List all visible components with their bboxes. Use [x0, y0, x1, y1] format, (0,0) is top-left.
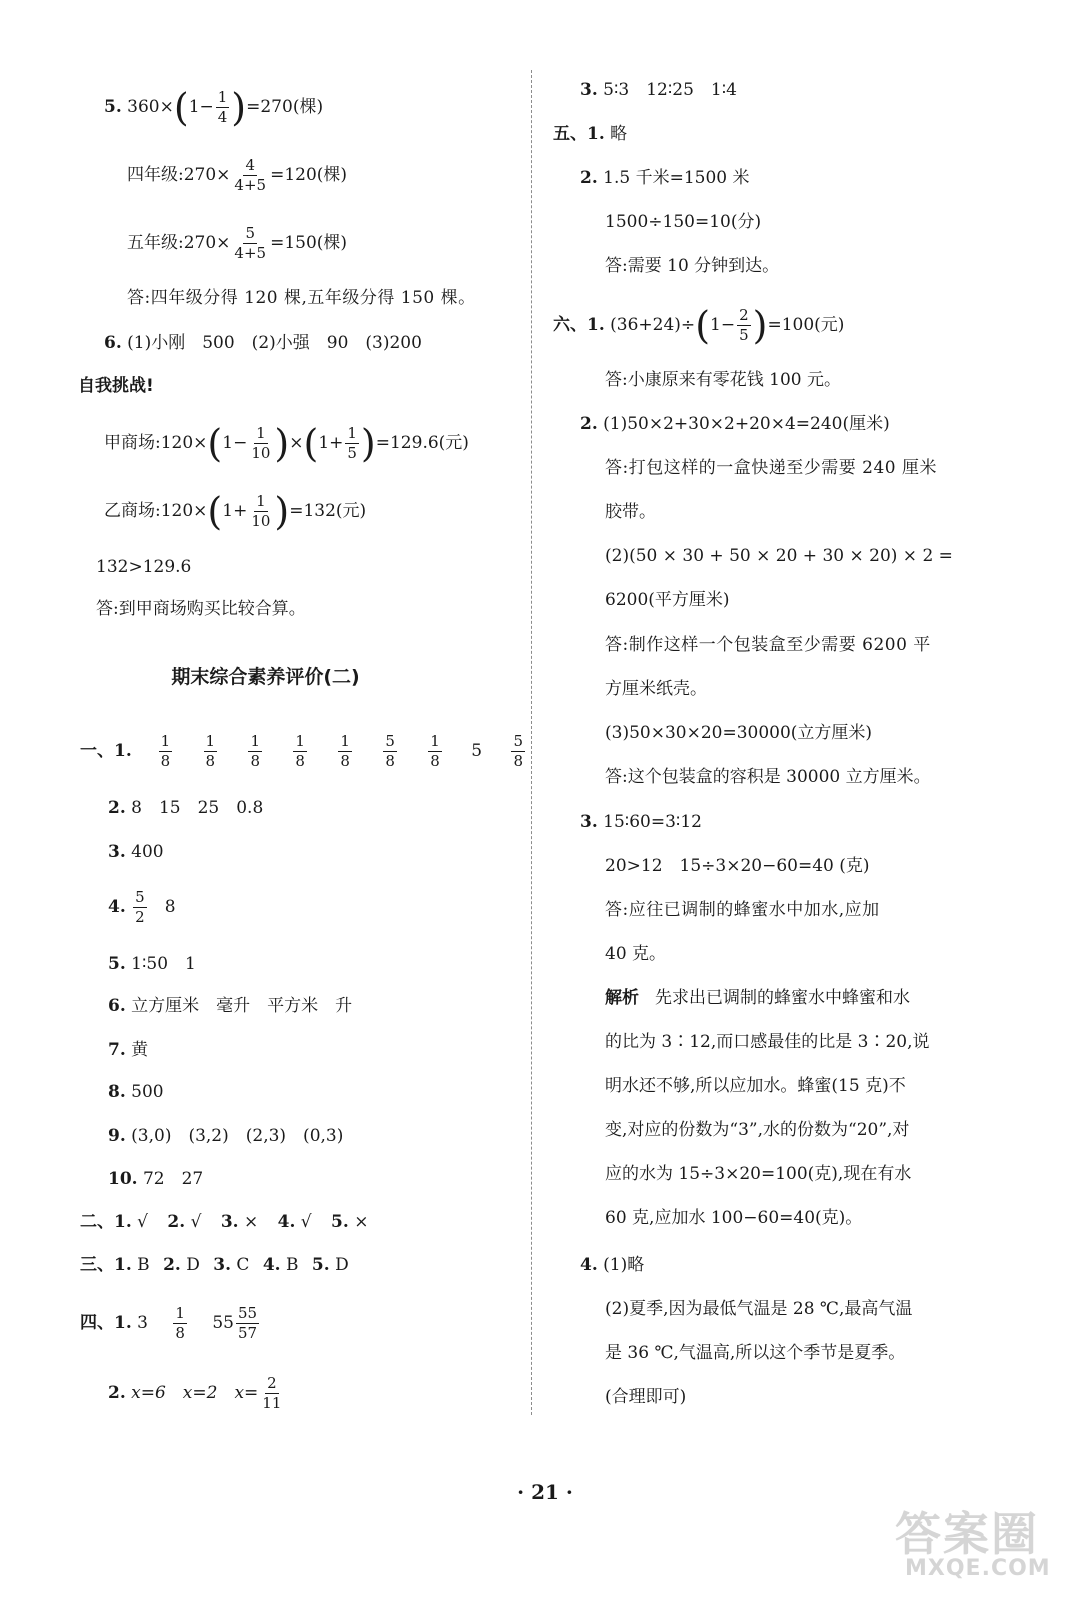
s5-l3: 答:需要 10 分钟到达。 [605, 256, 780, 276]
watermark-logo: 答案圈 MXQE.COM [895, 1507, 1051, 1581]
s4-q1-line: 四、1. 3 $\frac{1}{8}$ 55 $\frac{55}{57}$ [80, 1304, 258, 1342]
s6-ans2h: 答:这个包装盒的容积是 30000 立方厘米。 [605, 767, 931, 787]
fraction: $\frac{2}{11}$ [262, 1374, 282, 1412]
s1-q3: 3. 400 [108, 842, 164, 862]
fraction: $\frac{1}{4}$ [217, 88, 228, 126]
s6-l2g: (3)50×30×20=30000(立方厘米) [605, 723, 873, 743]
challenge-heading: 自我挑战! [78, 376, 154, 396]
fraction: $\frac{1}{10}$ [251, 492, 271, 530]
s6-l4c: 是 36 ℃,气温高,所以这个季节是夏季。 [605, 1343, 906, 1363]
fraction: $\frac{1}{8}$ [430, 732, 440, 770]
s4-q2-line: 2. x=6 x=2 x= $\frac{2}{11}$ [108, 1374, 282, 1412]
s6-ans3b: 40 克。 [605, 944, 667, 964]
fraction: $\frac{5}{8}$ [385, 732, 395, 770]
fraction: $\frac{1}{8}$ [175, 1304, 185, 1342]
fraction: $\frac{1}{5}$ [347, 424, 357, 462]
analysis-line-1: 解析 先求出已调制的蜂蜜水中蜂蜜和水 [605, 988, 910, 1008]
left-grade4-line: 四年级:270× $\frac{4}{4+5}$ =120(棵) [127, 156, 348, 194]
s6-q3: 3. 15∶60=3∶12 [580, 812, 702, 832]
s1-q2: 2. 8 15 25 0.8 [108, 798, 264, 818]
s6-q1: 六、1. (36+24)÷(1− $\frac{2}{5}$ )=100(元) [553, 303, 845, 348]
left-q5-line: 5. 360×(1− $\frac{1}{4}$ )=270(棵) [104, 85, 324, 130]
s6-ans2b: 胶带。 [605, 502, 656, 522]
analysis-label: 解析 [605, 988, 639, 1008]
left-jia-line: 甲商场:120×(1− $\frac{1}{10}$ )×(1+ $\frac{1}{5}$ )=129.6(元) [104, 421, 469, 466]
s6-q4: 4. (1)略 [580, 1255, 645, 1275]
left-answer-challenge: 答:到甲商场购买比较合算。 [96, 599, 306, 619]
s1-q8: 8. 500 [108, 1082, 164, 1102]
fraction: $\frac{1}{8}$ [205, 732, 216, 770]
fraction: $\frac{55}{57}$ [237, 1304, 258, 1342]
s3-line: 三、1. B 2. D 3. C 4. B 5. D [80, 1255, 349, 1275]
s1-q7: 7. 黄 [108, 1040, 149, 1060]
s1-q4: 4. $\frac{5}{2}$ 8 [108, 888, 176, 926]
right-q3: 3. 5∶3 12∶25 1∶4 [580, 80, 737, 100]
analysis-line-4: 变,对应的份数为“3”,水的份数为“20”,对 [605, 1120, 910, 1140]
analysis-line-5: 应的水为 15÷3×20=100(克),现在有水 [605, 1164, 912, 1184]
left-q6-line: 6. (1)小刚 500 (2)小强 90 (3)200 [104, 333, 422, 353]
left-yi-line: 乙商场:120×(1+ $\frac{1}{10}$ )=132(元) [104, 489, 367, 534]
s6-l2d: 6200(平方厘米) [605, 590, 730, 610]
column-divider [531, 70, 532, 1415]
fraction: $\frac{5}{2}$ [135, 888, 145, 926]
s5-l2: 1500÷150=10(分) [605, 212, 762, 232]
s1-q1-line: 一、1. $\frac{1}{8}$ $\frac{1}{8}$ $\frac{1}{8}$ $\frac{1}{8}$ $\frac{1}{8}$ $\frac{5}{8}$ $\frac{1}{8}$ 5 $\frac{5}{8}$ [80, 732, 524, 770]
s6-q2: 2. (1)50×2+30×2+20×4=240(厘米) [580, 414, 890, 434]
analysis-line-3: 明水还不够,所以应加水。蜂蜜(15 克)不 [605, 1076, 906, 1096]
s6-l3b: 20>12 15÷3×20−60=40 (克) [605, 856, 870, 876]
s1-q9: 9. (3,0) (3,2) (2,3) (0,3) [108, 1126, 344, 1146]
s6-l4b: (2)夏季,因为最低气温是 28 ℃,最高气温 [605, 1299, 913, 1319]
s1-q10: 10. 72 27 [108, 1169, 204, 1189]
s6-ans3a: 答:应往已调制的蜂蜜水中加水,应加 [605, 900, 880, 920]
s5-q1: 五、1. 略 [553, 124, 628, 144]
fraction: $\frac{1}{8}$ [295, 732, 305, 770]
fraction: $\frac{1}{8}$ [160, 732, 171, 770]
s6-ans2a: 答:打包这样的一盒快递至少需要 240 厘米 [605, 458, 937, 478]
s5-q2: 2. 1.5 千米=1500 米 [580, 168, 750, 188]
s1-q5: 5. 1∶50 1 [108, 954, 196, 974]
fraction: $\frac{1}{8}$ [250, 732, 261, 770]
fraction: $\frac{4}{4+5}$ [234, 156, 267, 194]
left-grade5-line: 五年级:270× $\frac{5}{4+5}$ =150(棵) [127, 224, 348, 262]
s6-ans2f: 方厘米纸壳。 [605, 679, 707, 699]
s6-ans2e: 答:制作这样一个包装盒至少需要 6200 平 [605, 635, 931, 655]
section-title: 期末综合素养评价(二) [171, 666, 360, 688]
fraction: $\frac{1}{10}$ [251, 424, 271, 462]
fraction: $\frac{5}{4+5}$ [234, 224, 267, 262]
s1-q6: 6. 立方厘米 毫升 平方米 升 [108, 996, 353, 1016]
s6-l2c: (2)(50 × 30 + 50 × 20 + 30 × 20) × 2 = [605, 546, 953, 566]
left-compare: 132>129.6 [96, 557, 192, 577]
s6-ans1: 答:小康原来有零花钱 100 元。 [605, 370, 841, 390]
analysis-line-2: 的比为 3∶12,而口感最佳的比是 3∶20,说 [605, 1032, 930, 1052]
fraction: $\frac{2}{5}$ [739, 306, 749, 344]
fraction: $\frac{5}{8}$ [513, 732, 524, 770]
left-answer-5: 答:四年级分得 120 棵,五年级分得 150 棵。 [127, 288, 476, 308]
page-number: · 21 · [517, 1480, 573, 1504]
analysis-line-6: 60 克,应加水 100−60=40(克)。 [605, 1208, 863, 1228]
s6-l4d: (合理即可) [605, 1387, 687, 1407]
fraction: $\frac{1}{8}$ [340, 732, 350, 770]
s2-line: 二、1. √ 2. √ 3. × 4. √ 5. × [80, 1212, 369, 1232]
